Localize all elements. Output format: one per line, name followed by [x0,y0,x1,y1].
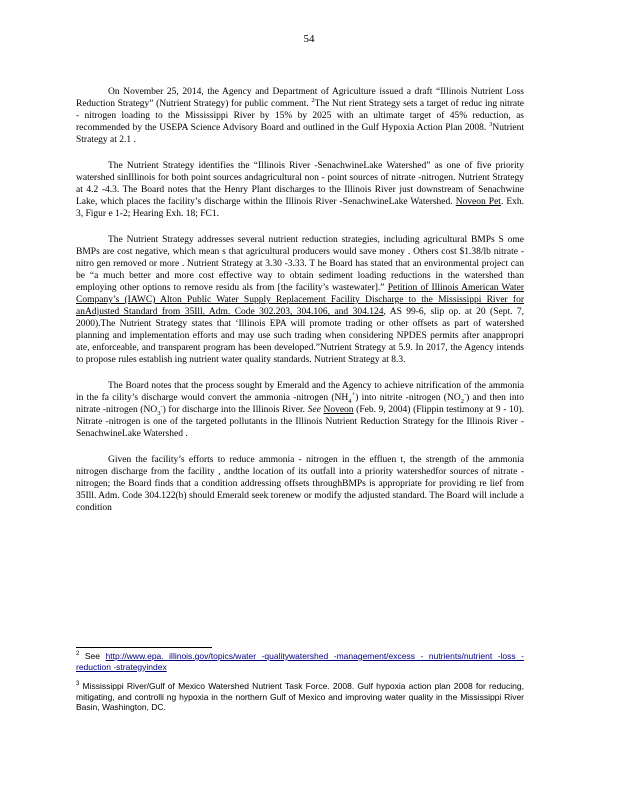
footnote-number: 2 [76,651,80,658]
subscript: 2 [460,397,464,405]
footnote-separator [76,647,212,648]
footnote-2 [76,651,524,672]
paragraph-text: Nutrient Strategy at 2.1 . [76,123,525,145]
paragraph-text: The Nutrient Strategy identifies the “Illinois River -SenachwineLake Watershed” as one of five priority watershed sinIllinois for both point sources andagricultural non - point sources of nitrate -nitrogen. Nutrient Strategy at 4.2 -4.3. The Board notes that the Henry Plant discharges to the Illinois River just downstream of Senachwine Lake, which places the facility’s discharge within the Illinois River -SenachwineLake Watershed. [76,161,524,207]
paragraph-text: , AS 99-6, slip op. at 20 (Sept. 7, 2000).The Nutrient Strategy states that ‘Illinois EPA will promote trading or other offsets as part of watershed planning and implementation efforts and may use such trading when considering NPDES permits after anappropri ate, enforceable, and transparent program has been developed.”Nutrient Strategy at 5.9. In 2017, the Agency intends to propose rules establish ing nutrient water quality standards. Nutrient Strategy at 8.3. [76,307,524,365]
paragraph-text: ) and then into nitrate -nitrogen (NO [76,393,524,415]
paragraph-text: (Feb. 9, 2004) (Flippin testimony at 9 - 10). Nitrate -nitrogen is one of the targeted pollutants in the Illinois Nutrient Reduction Strategy for the Illinois River - SenachwineLake Watershed . [76,405,525,439]
paragraph-text: The Board notes that the process sought by Emerald and the Agency to achieve nitrification of the ammonia in the fa cility’s discharge would convert the ammonia -nitrogen (NH [76,381,524,403]
paragraph-text: On November 25, 2014, the Agency and Department of Agriculture issued a draft “Illinois Nutrient Loss Reduction Strategy” (Nutrient Strategy) for public comment. [76,87,524,109]
subscript: 4 [348,397,352,405]
superscript: - [160,402,163,410]
footnote-ref-2[interactable]: 2 [311,96,315,104]
footnote-3 [76,681,524,713]
paragraph-reduction-strategies [76,234,524,366]
signal-word: See [84,651,100,661]
footnote-number: 3 [76,681,80,688]
paragraph-text: Given the facility’s efforts to reduce ammonia - nitrogen in the effluen t, the strength of the ammonia nitrogen discharge from the facility , andthe location of its outfall into a priority watershedfor sources of nitrate - nitrogen; the Board finds that a condition addressing offsets throughBMPs is appropriate for providing re lief from 35Ill. Adm. Code 304.122(b) should Emerald seek torenew or modify the adjusted standard. The Board will include a condition [76,455,524,513]
case-citation: Petition of Illinois American Water Company’s (IAWC) Alton Public Water Supply Replacement Facility Discharge to the Mississippi River for anAdjusted Standard from 35Ill. Adm. Code 302.203, 304.106, and 304.124 [76,283,525,317]
superscript: - [463,390,467,398]
superscript: + [351,390,356,398]
subscript: 3 [157,409,161,417]
paragraph-text: ) for discharge into the Illinois River. [162,405,306,415]
footnote-link[interactable]: http://www.epa. illinois.gov/topics/water -qualitywatershed -management/excess - nutrients/nutrient -loss -reduction -strategyindex [76,651,524,672]
footnote-ref-3[interactable]: 3 [489,120,493,128]
paragraph-text: The Nutrient Strategy addresses several nutrient reduction strategies, including agricultural BMPs S ome BMPs are cost negative, which mean s that agricultural producers would save money . Others cost $1.38/lb nitrate - nitro gen removed or more . Nutrient Strategy at 3.30 -3.33. T he Board has stated that an environmental project can be “a much better and more cost effective way to obtain sediment loading reductions in the watershed than employing other options to remove residu als from [the facility’s wastewater].” [76,235,524,293]
footnotes [76,651,524,722]
case-citation: Noveon Pet [455,197,501,207]
page-number: 54 [303,33,315,45]
paragraph-board-finding [76,454,524,514]
paragraph-priority-watershed [76,160,524,220]
footnote-text: Mississippi River/Gulf of Mexico Watershed Nutrient Task Force. 2008. Gulf hypoxia action plan 2008 for reducing, mitigating, and controlli ng hypoxia in the northern Gulf of Mexico and improving water quality in the Mississippi River Basin, Washington, DC. [76,681,524,712]
body-text [76,86,524,514]
paragraph-text: . Exh. 3, Figur e 1-2; Hearing Exh. 18; FC1. [76,197,525,219]
signal-word: See [307,405,321,415]
paragraph-text: ) into nitrite -nitrogen (NO [355,393,461,403]
paragraph-nitrification-process [76,380,524,440]
paragraph-text: The Nut rient Strategy sets a target of reduc ing nitrate - nitrogen loading to the Mississippi River by 15% by 2025 with an ultimate target of 45% reduction, as recommended by the USEPA Science Advisory Board and outlined in the Gulf Hypoxia Action Plan 2008. [76,99,524,133]
paragraph-nutrient-strategy-draft [76,86,524,146]
case-citation: Noveon [323,405,354,415]
